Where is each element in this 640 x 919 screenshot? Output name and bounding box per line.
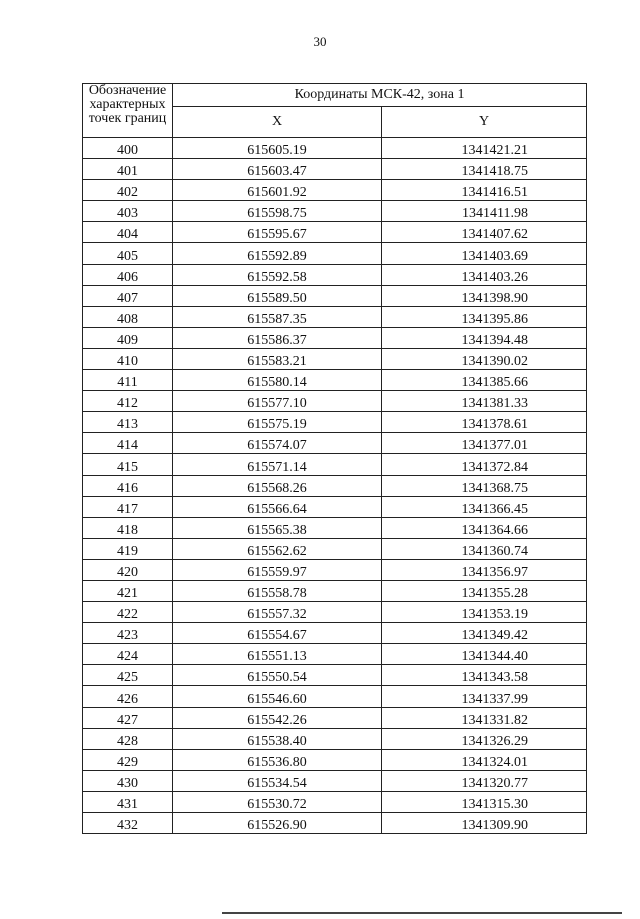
table-row xyxy=(83,138,587,159)
point-id-cell: 400 xyxy=(83,138,173,159)
point-id-cell: 411 xyxy=(83,370,173,391)
table-row xyxy=(83,559,587,580)
x-coordinate-cell: 615559.97 xyxy=(173,559,382,580)
table-row xyxy=(83,686,587,707)
point-id-cell: 421 xyxy=(83,580,173,601)
table-row xyxy=(83,433,587,454)
y-coordinate-cell: 1341331.82 xyxy=(382,707,587,728)
x-coordinate-cell: 615595.67 xyxy=(173,222,382,243)
table-row xyxy=(83,201,587,222)
header-x: X xyxy=(173,107,382,138)
table-header xyxy=(83,84,587,138)
x-coordinate-cell: 615575.19 xyxy=(173,412,382,433)
table-row xyxy=(83,159,587,180)
x-coordinate-cell: 615565.38 xyxy=(173,517,382,538)
y-coordinate-cell: 1341360.74 xyxy=(382,538,587,559)
y-coordinate-cell: 1341320.77 xyxy=(382,770,587,791)
table-row xyxy=(83,623,587,644)
point-id-cell: 417 xyxy=(83,496,173,517)
x-coordinate-cell: 615562.62 xyxy=(173,538,382,559)
table-row xyxy=(83,665,587,686)
x-coordinate-cell: 615526.90 xyxy=(173,813,382,834)
point-id-cell: 423 xyxy=(83,623,173,644)
point-id-cell: 425 xyxy=(83,665,173,686)
point-id-cell: 415 xyxy=(83,454,173,475)
x-coordinate-cell: 615568.26 xyxy=(173,475,382,496)
point-id-cell: 420 xyxy=(83,559,173,580)
y-coordinate-cell: 1341377.01 xyxy=(382,433,587,454)
x-coordinate-cell: 615587.35 xyxy=(173,306,382,327)
point-id-cell: 429 xyxy=(83,749,173,770)
table-row xyxy=(83,770,587,791)
table-row xyxy=(83,602,587,623)
y-coordinate-cell: 1341403.69 xyxy=(382,243,587,264)
y-coordinate-cell: 1341364.66 xyxy=(382,517,587,538)
x-coordinate-cell: 615577.10 xyxy=(173,391,382,412)
y-coordinate-cell: 1341418.75 xyxy=(382,159,587,180)
y-coordinate-cell: 1341416.51 xyxy=(382,180,587,201)
table-row xyxy=(83,370,587,391)
x-coordinate-cell: 615530.72 xyxy=(173,791,382,812)
table-row xyxy=(83,728,587,749)
y-coordinate-cell: 1341343.58 xyxy=(382,665,587,686)
point-id-cell: 419 xyxy=(83,538,173,559)
point-id-cell: 410 xyxy=(83,348,173,369)
table-row xyxy=(83,707,587,728)
y-coordinate-cell: 1341344.40 xyxy=(382,644,587,665)
x-coordinate-cell: 615558.78 xyxy=(173,580,382,601)
x-coordinate-cell: 615592.58 xyxy=(173,264,382,285)
page-number: 30 xyxy=(313,34,327,49)
y-coordinate-cell: 1341394.48 xyxy=(382,327,587,348)
y-coordinate-cell: 1341411.98 xyxy=(382,201,587,222)
table-row xyxy=(83,517,587,538)
x-coordinate-cell: 615603.47 xyxy=(173,159,382,180)
coordinates-table xyxy=(82,83,587,834)
point-id-cell: 403 xyxy=(83,201,173,222)
point-id-cell: 407 xyxy=(83,285,173,306)
x-coordinate-cell: 615557.32 xyxy=(173,602,382,623)
x-coordinate-cell: 615566.64 xyxy=(173,496,382,517)
point-id-cell: 405 xyxy=(83,243,173,264)
point-id-cell: 406 xyxy=(83,264,173,285)
table-row xyxy=(83,813,587,834)
x-coordinate-cell: 615574.07 xyxy=(173,433,382,454)
table-row xyxy=(83,348,587,369)
table-row xyxy=(83,791,587,812)
y-coordinate-cell: 1341398.90 xyxy=(382,285,587,306)
y-coordinate-cell: 1341315.30 xyxy=(382,791,587,812)
table-row xyxy=(83,391,587,412)
x-coordinate-cell: 615583.21 xyxy=(173,348,382,369)
table-row xyxy=(83,454,587,475)
table-row xyxy=(83,644,587,665)
point-id-cell: 428 xyxy=(83,728,173,749)
y-coordinate-cell: 1341309.90 xyxy=(382,813,587,834)
table-row xyxy=(83,243,587,264)
y-coordinate-cell: 1341385.66 xyxy=(382,370,587,391)
y-coordinate-cell: 1341349.42 xyxy=(382,623,587,644)
table-row xyxy=(83,222,587,243)
y-coordinate-cell: 1341372.84 xyxy=(382,454,587,475)
y-coordinate-cell: 1341421.21 xyxy=(382,138,587,159)
y-coordinate-cell: 1341324.01 xyxy=(382,749,587,770)
y-coordinate-cell: 1341403.26 xyxy=(382,264,587,285)
x-coordinate-cell: 615571.14 xyxy=(173,454,382,475)
point-id-cell: 413 xyxy=(83,412,173,433)
y-coordinate-cell: 1341366.45 xyxy=(382,496,587,517)
header-y: Y xyxy=(382,107,587,138)
header-coordinates: Координаты МСК-42, зона 1 xyxy=(173,84,587,107)
y-coordinate-cell: 1341407.62 xyxy=(382,222,587,243)
point-id-cell: 426 xyxy=(83,686,173,707)
x-coordinate-cell: 615538.40 xyxy=(173,728,382,749)
x-coordinate-cell: 615589.50 xyxy=(173,285,382,306)
point-id-cell: 430 xyxy=(83,770,173,791)
table-row xyxy=(83,285,587,306)
point-id-cell: 427 xyxy=(83,707,173,728)
x-coordinate-cell: 615601.92 xyxy=(173,180,382,201)
x-coordinate-cell: 615554.67 xyxy=(173,623,382,644)
point-id-cell: 408 xyxy=(83,306,173,327)
x-coordinate-cell: 615542.26 xyxy=(173,707,382,728)
table-row xyxy=(83,180,587,201)
point-id-cell: 418 xyxy=(83,517,173,538)
y-coordinate-cell: 1341355.28 xyxy=(382,580,587,601)
table-row xyxy=(83,538,587,559)
y-coordinate-cell: 1341381.33 xyxy=(382,391,587,412)
y-coordinate-cell: 1341326.29 xyxy=(382,728,587,749)
point-id-cell: 416 xyxy=(83,475,173,496)
y-coordinate-cell: 1341395.86 xyxy=(382,306,587,327)
y-coordinate-cell: 1341337.99 xyxy=(382,686,587,707)
point-id-cell: 414 xyxy=(83,433,173,454)
x-coordinate-cell: 615605.19 xyxy=(173,138,382,159)
x-coordinate-cell: 615598.75 xyxy=(173,201,382,222)
point-id-cell: 412 xyxy=(83,391,173,412)
table-row xyxy=(83,749,587,770)
x-coordinate-cell: 615534.54 xyxy=(173,770,382,791)
y-coordinate-cell: 1341368.75 xyxy=(382,475,587,496)
point-id-cell: 422 xyxy=(83,602,173,623)
table-row xyxy=(83,264,587,285)
table-row xyxy=(83,412,587,433)
x-coordinate-cell: 615551.13 xyxy=(173,644,382,665)
table-row xyxy=(83,306,587,327)
point-id-cell: 402 xyxy=(83,180,173,201)
table-row xyxy=(83,496,587,517)
x-coordinate-cell: 615592.89 xyxy=(173,243,382,264)
x-coordinate-cell: 615550.54 xyxy=(173,665,382,686)
point-id-cell: 401 xyxy=(83,159,173,180)
y-coordinate-cell: 1341356.97 xyxy=(382,559,587,580)
point-id-cell: 409 xyxy=(83,327,173,348)
point-id-cell: 404 xyxy=(83,222,173,243)
point-id-cell: 431 xyxy=(83,791,173,812)
table-row xyxy=(83,580,587,601)
point-id-cell: 432 xyxy=(83,813,173,834)
y-coordinate-cell: 1341378.61 xyxy=(382,412,587,433)
x-coordinate-cell: 615580.14 xyxy=(173,370,382,391)
table-row xyxy=(83,327,587,348)
y-coordinate-cell: 1341353.19 xyxy=(382,602,587,623)
scan-edge-line xyxy=(222,912,622,914)
y-coordinate-cell: 1341390.02 xyxy=(382,348,587,369)
x-coordinate-cell: 615536.80 xyxy=(173,749,382,770)
header-point-designation: Обозначение характерных точек границ xyxy=(83,84,173,138)
table-body xyxy=(83,138,587,834)
point-id-cell: 424 xyxy=(83,644,173,665)
x-coordinate-cell: 615546.60 xyxy=(173,686,382,707)
table-row xyxy=(83,475,587,496)
x-coordinate-cell: 615586.37 xyxy=(173,327,382,348)
